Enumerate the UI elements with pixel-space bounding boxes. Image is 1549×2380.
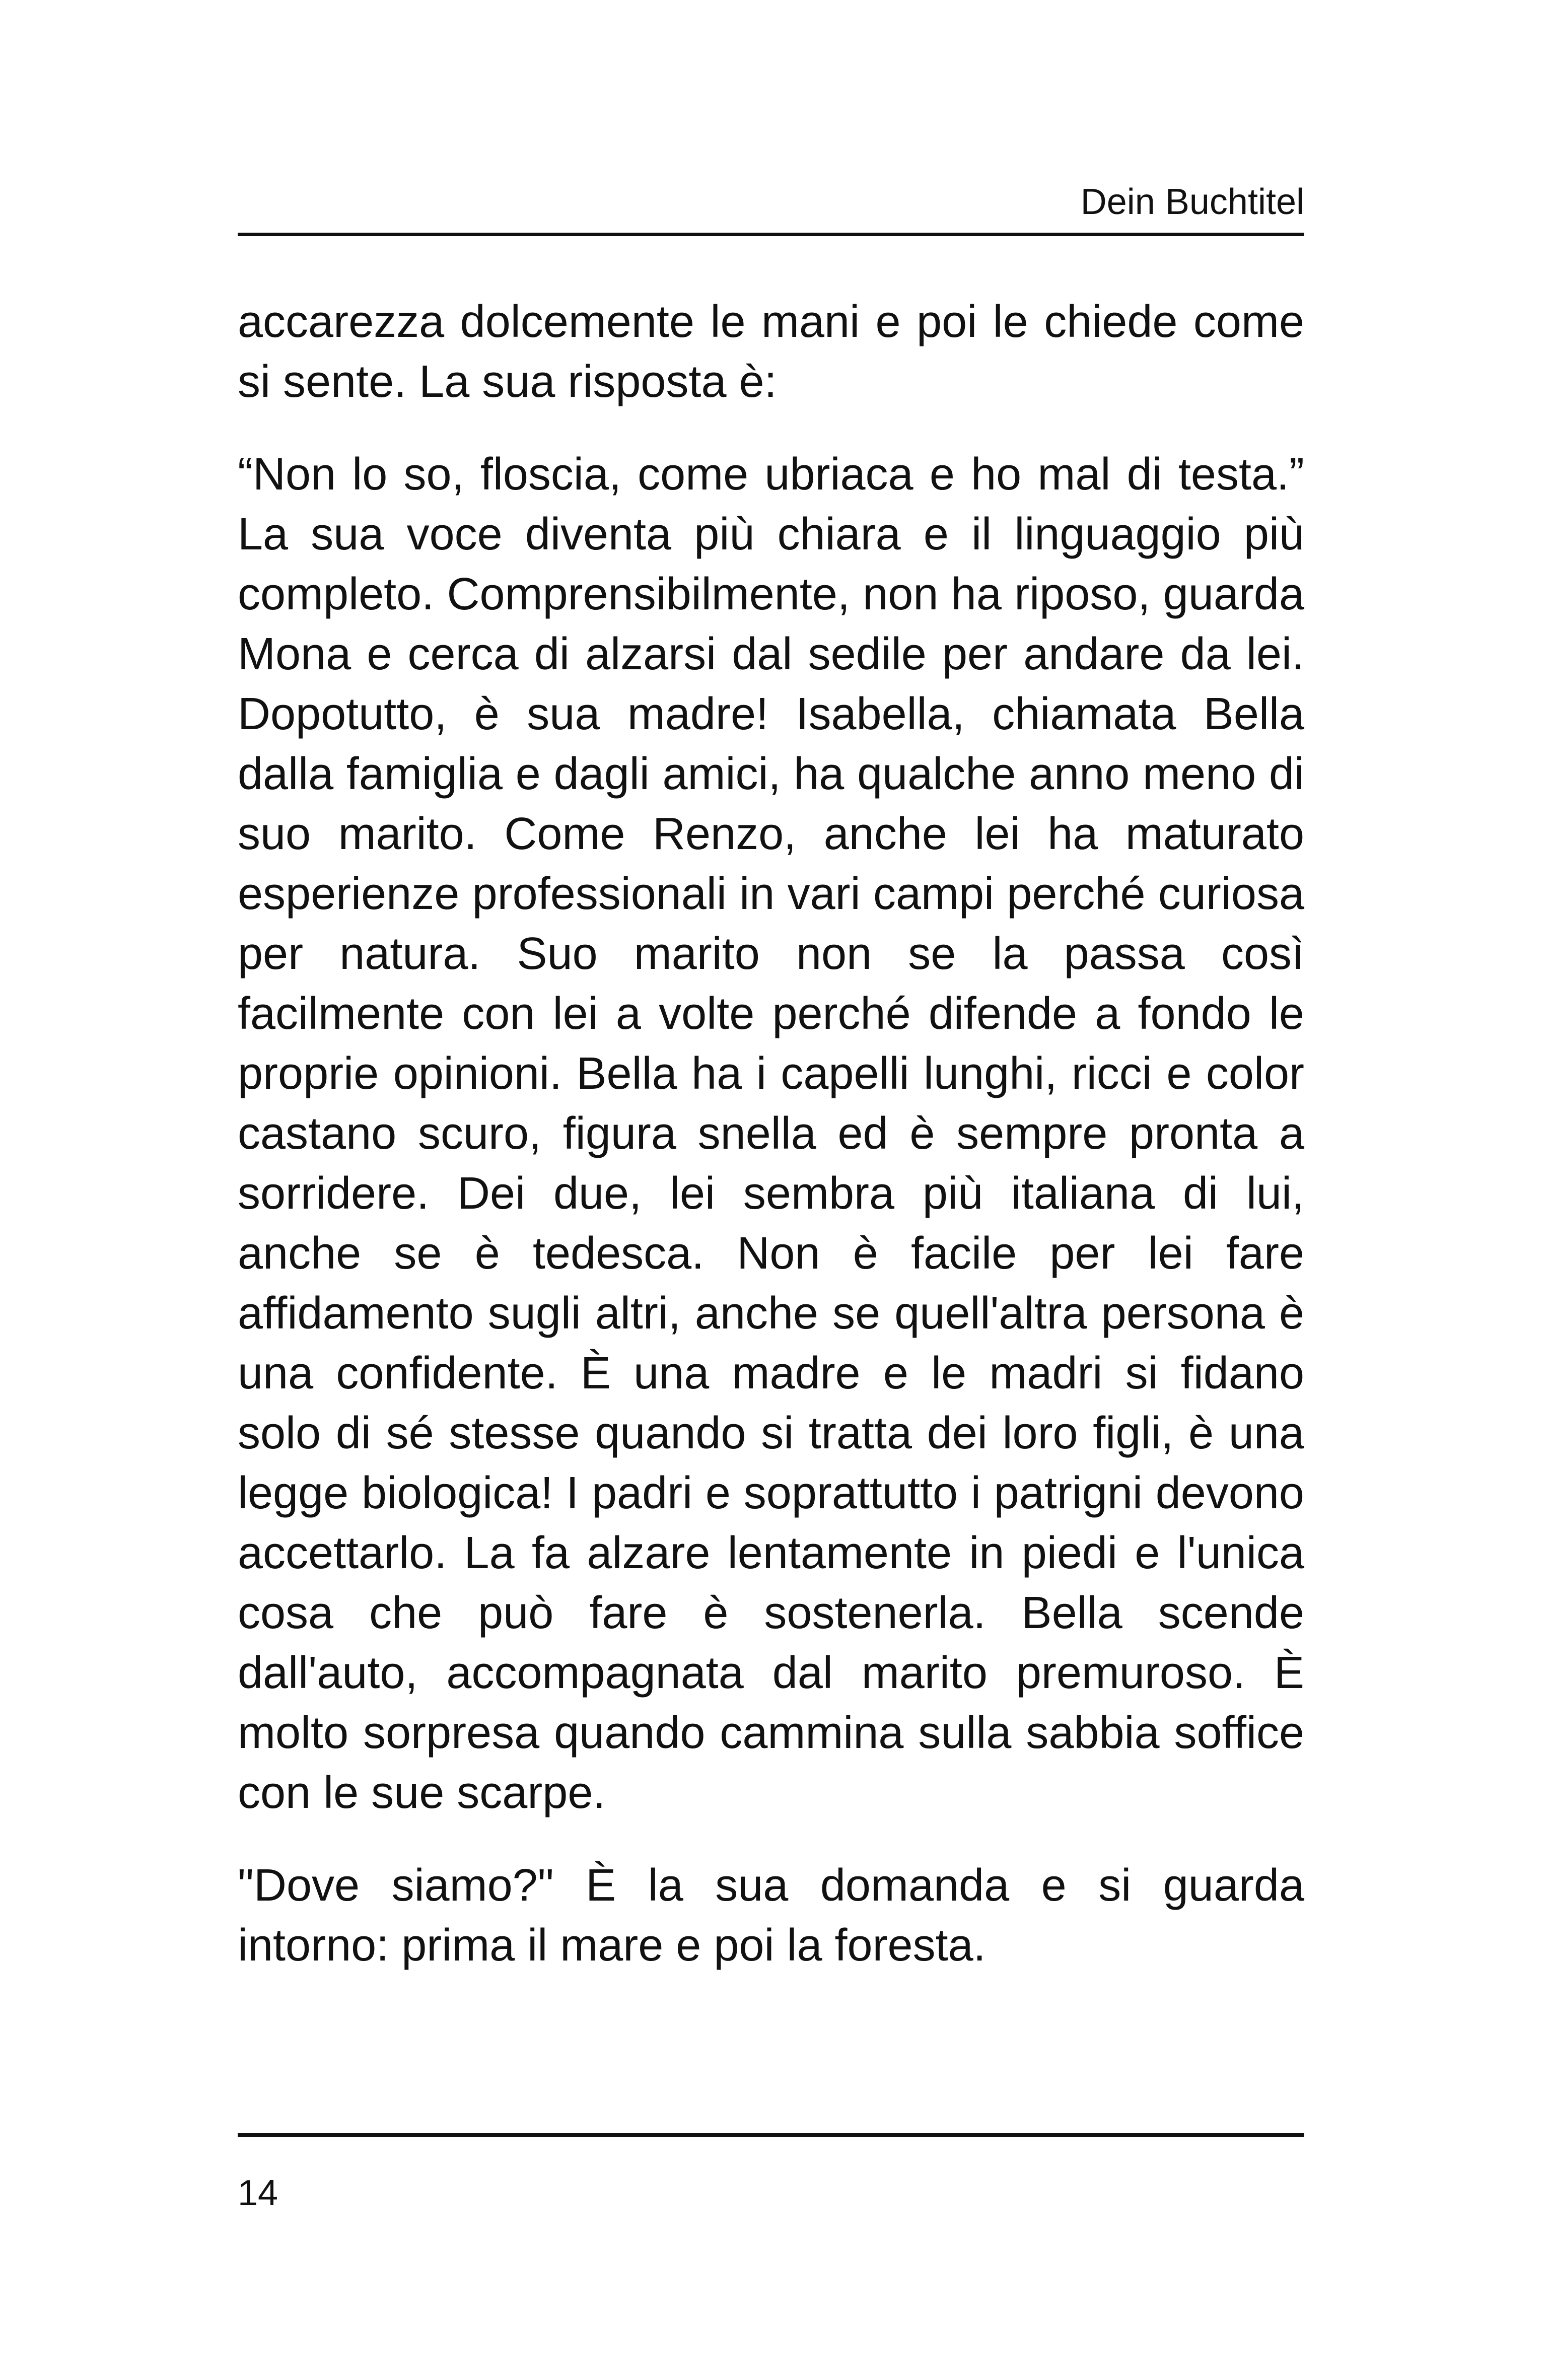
paragraph: "Dove siamo?" È la sua domanda e si guarda intorno: prima il mare e poi la foresta. bbox=[238, 1860, 1304, 1971]
running-header-title: Dein Buchtitel bbox=[1080, 182, 1304, 222]
paragraph: “Non lo so, floscia, come ubriaca e ho mal di testa.” La sua voce diventa più chiara e il linguaggio più completo. Comprensibilmente, non ha riposo, guarda Mona e cerca di alzarsi dal sedile per andare da lei. Dopotutto, è sua madre! Isabella, chiamata Bella dalla famiglia e dagli amici, ha qualche anno meno di suo marito. Come Renzo, anche lei ha maturato esperienze professionali in vari campi perché curiosa per natura. Suo marito non se la passa così facilmente con lei a volte perché difende a fondo le proprie opinioni. Bella ha i capelli lunghi, ricci e color castano scuro, figura snella ed è sempre pronta a sorridere. Dei due, lei sembra più italiana di lui, anche se è tedesca. Non è facile per lei fare affidamento sugli altri, anche se quell'altra persona è una confidente. È una madre e le madri si fidano solo di sé stesse quando si tratta dei loro figli, è una legge biologica! I padri e soprattutto i patrigni devono accettarlo. La fa alzare lentamente in piedi e l'unica cosa che può fare è sostenerla. Bella scende dall'auto, accompagnata dal marito premuroso. È molto sorpresa quando cammina sulla sabbia soffice con le sue scarpe. bbox=[238, 449, 1304, 1818]
body-text bbox=[238, 292, 1304, 2008]
header-rule bbox=[238, 233, 1304, 236]
footer-rule bbox=[238, 2133, 1304, 2137]
page-number: 14 bbox=[238, 2173, 278, 2213]
paragraph: accarezza dolcemente le mani e poi le chiede come si sente. La sua risposta è: bbox=[238, 297, 1304, 407]
